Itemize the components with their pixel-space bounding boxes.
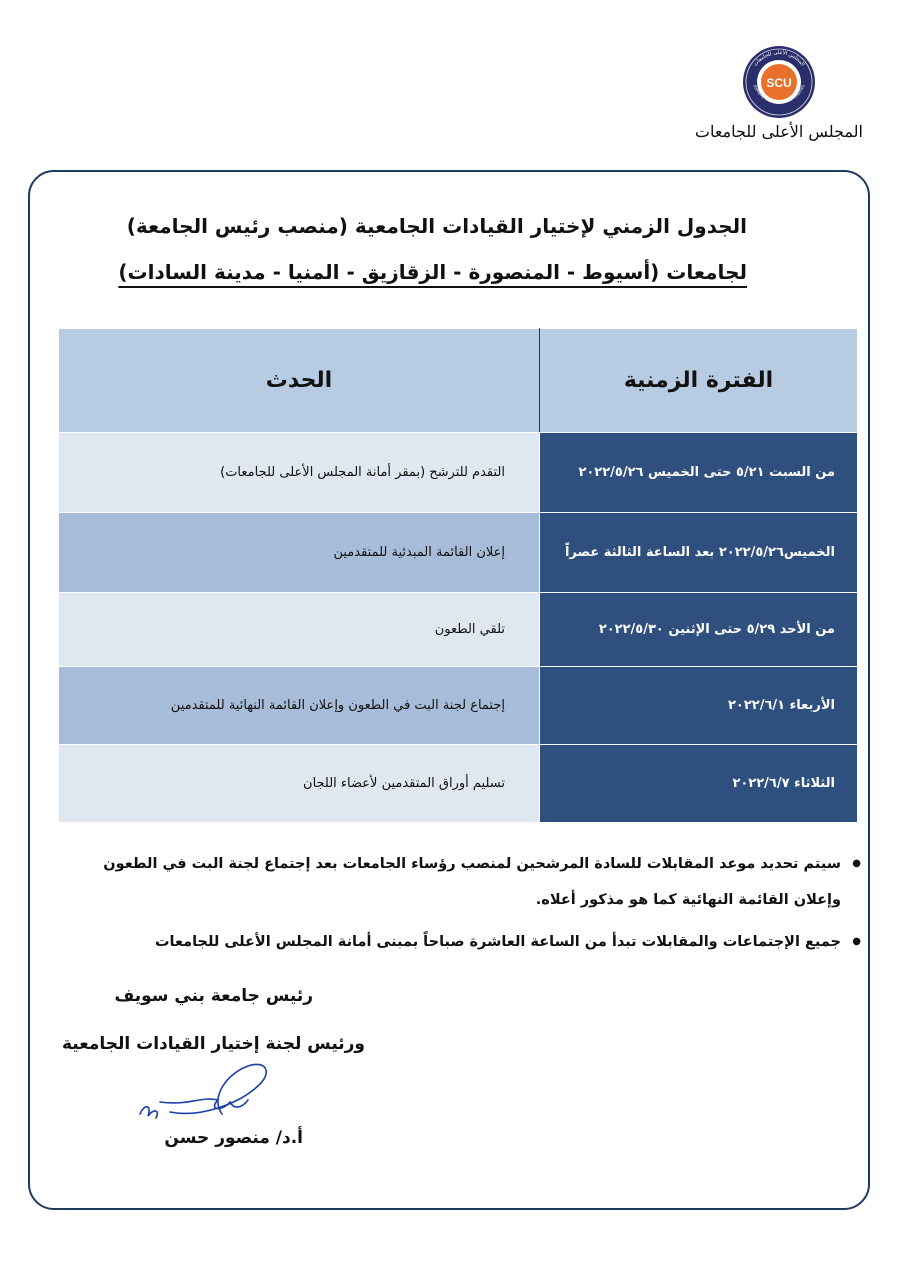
row-event: التقدم للترشح (بمقر أمانة المجلس الأعلى للجامعات) [59,433,540,513]
row-event: إعلان القائمة المبدئية للمتقدمين [59,513,540,593]
table-row [59,593,858,667]
schedule-table [58,328,858,823]
scu-logo [741,44,817,120]
header-period: الفترة الزمنية [540,329,858,433]
signatory-title: رئيس جامعة بني سويف [114,986,313,1006]
logo-ring-english: SUPREME COUNCIL OF UNIVERSITIES [752,84,806,105]
row-event: تلقي الطعون [59,593,540,667]
row-event: تسليم أوراق المتقدمين لأعضاء اللجان [59,745,540,823]
logo-ring-arabic: المجلس الأعلى للجامعات [752,49,806,68]
signatory-name: أ.د/ منصور حسن [164,1128,303,1148]
row-period: من السبت ٥/٢١ حتى الخميس ٢٠٢٢/٥/٢٦ [540,433,858,513]
header-event: الحدث [59,329,540,433]
table-row [59,513,858,593]
handwritten-signature-icon [130,1054,280,1134]
table-header-row [59,329,858,433]
scu-emblem-icon [741,44,817,120]
notes-list [63,846,863,960]
table-row [59,433,858,513]
signatory-role: ورئيس لجنة إختيار القيادات الجامعية [61,1034,365,1054]
table-row [59,745,858,823]
row-event: إجتماع لجنة البت في الطعون وإعلان القائمة النهائية للمتقدمين [59,667,540,745]
row-period: الأربعاء ٢٠٢٢/٦/١ [540,667,858,745]
row-period: الثلاثاء ٢٠٢٢/٦/٧ [540,745,858,823]
page-subtitle: لجامعات (أسيوط - المنصورة - الزقازيق - المنيا - مدينة السادات) [118,260,747,284]
row-period: من الأحد ٥/٢٩ حتى الإثنين ٢٠٢٢/٥/٣٠ [540,593,858,667]
org-name: المجلس الأعلى للجامعات [694,122,863,141]
note-item: ● سيتم تحديد موعد المقابلات للسادة المرشحين لمنصب رؤساء الجامعات بعد إجتماع لجنة البت في الطعون وإعلان القائمة النهائية كما هو مذكور أعلاه. [63,846,863,918]
logo-abbrev: SCU [766,76,792,90]
table-row [59,667,858,745]
row-period: الخميس٢٠٢٢/٥/٢٦ بعد الساعة الثالثة عصراً [540,513,858,593]
note-item: ● جميع الإجتماعات والمقابلات تبدأ من الساعة العاشرة صباحاً بمبنى أمانة المجلس الأعلى للجامعات [63,924,863,960]
page-title: الجدول الزمني لإختيار القيادات الجامعية (منصب رئيس الجامعة) [126,214,747,238]
